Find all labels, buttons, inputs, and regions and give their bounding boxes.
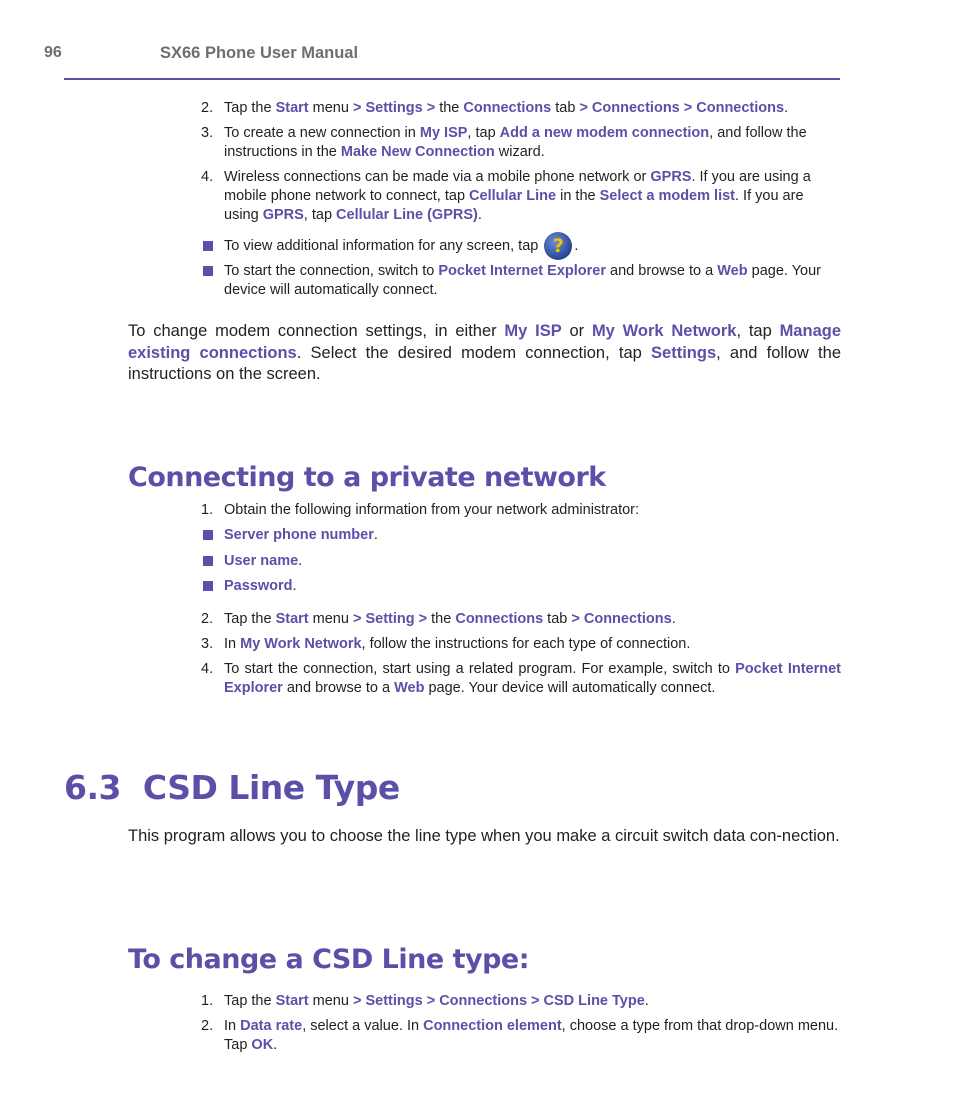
square-bullet-icon <box>203 556 213 566</box>
square-bullet-icon <box>203 530 213 540</box>
square-bullet-icon <box>203 581 213 591</box>
step-text: Tap the Start menu > Setting > the Connections tab > Connections. <box>224 611 676 627</box>
chapter-heading: 6.3 CSD Line Type <box>64 768 400 807</box>
step-text: To start the connection, start using a related program. For example, switch to Pocket Internet Explorer and browse to a Web page. Your device will automatically connect. <box>224 661 841 696</box>
step-number: 1. <box>201 993 214 1009</box>
step-number: 2. <box>201 1018 214 1034</box>
step-text: Wireless connections can be made via a mobile phone network or GPRS. If you are using a mobile phone network to connect, tap Cellular Line in the Select a modem list. If you are using GPRS, tap Cellular Line (GPRS). <box>224 169 811 223</box>
step-number: 2. <box>201 100 214 116</box>
subsection-heading: To change a CSD Line type: <box>128 944 530 975</box>
step-text: In My Work Network, follow the instructions for each type of connection. <box>224 636 691 652</box>
bullet-text: To view additional information for any screen, tap ? . <box>224 237 841 256</box>
step-number: 2. <box>201 611 214 627</box>
square-bullet-icon <box>203 266 213 276</box>
step-text: Tap the Start menu > Settings > the Connections tab > Connections > Connections. <box>224 100 789 116</box>
step-number: 1. <box>201 502 214 518</box>
step-number: 4. <box>201 661 214 677</box>
list-item: Password. <box>224 578 297 594</box>
modem-settings-paragraph: To change modem connection settings, in either My ISP or My Work Network, tap Manage existing connections. Select the desired modem connection, tap Settings, and follow the instructions on the screen. <box>128 322 841 383</box>
step-text: To create a new connection in My ISP, tap Add a new modem connection, and follow the instructions in the Make New Connection wizard. <box>224 125 807 160</box>
step-text: Obtain the following information from your network administrator: <box>224 502 640 518</box>
step-number: 4. <box>201 169 214 185</box>
section-heading: Connecting to a private network <box>128 462 606 493</box>
csd-intro-paragraph: This program allows you to choose the line type when you make a circuit switch data con-nection. <box>128 827 840 845</box>
page-number: 96 <box>44 44 62 61</box>
help-icon: ? <box>544 232 572 260</box>
manual-title: SX66 Phone User Manual <box>160 44 359 62</box>
list-item: User name. <box>224 553 303 569</box>
header-divider <box>64 78 840 80</box>
list-item: Server phone number. <box>224 527 378 543</box>
step-number: 3. <box>201 125 214 141</box>
step-number: 3. <box>201 636 214 652</box>
step-text: Tap the Start menu > Settings > Connections > CSD Line Type. <box>224 993 649 1009</box>
bullet-text: To start the connection, switch to Pocket Internet Explorer and browse to a Web page. Your device will automatically connect. <box>224 263 821 298</box>
step-text: In Data rate, select a value. In Connection element, choose a type from that drop-down menu. Tap OK. <box>224 1018 839 1053</box>
square-bullet-icon <box>203 241 213 251</box>
